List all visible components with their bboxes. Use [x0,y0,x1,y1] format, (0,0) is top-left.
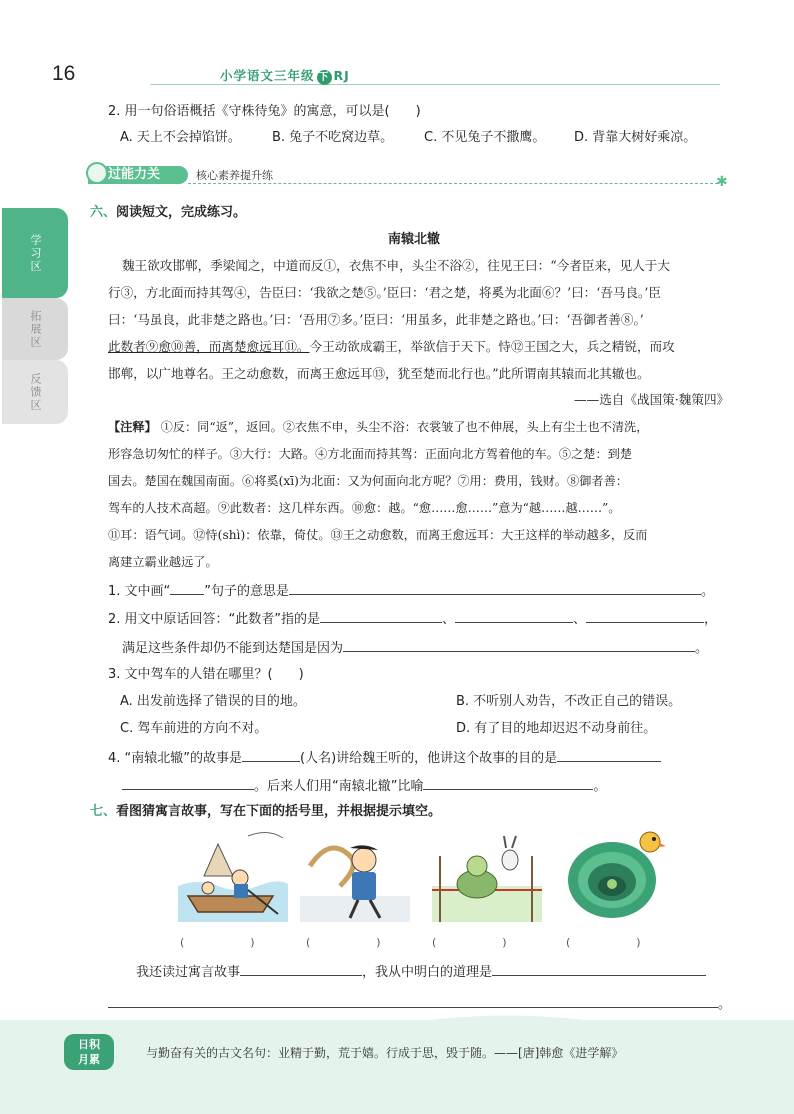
q4-line-1 [108,747,661,770]
badge-line-2: 月累 [78,1053,100,1066]
section-banner [88,162,728,190]
q2-line2-end: 。 [695,641,709,656]
section6-title: 阅读短文，完成练习。 [116,205,247,220]
notes-line-3: 国去。楚国在魏国南面。⑥将奚(xī)为北面：又为何面向北方呢？⑦用：费用，钱财。⑧御者善： [108,474,628,488]
q4-line2-end: 。 [593,779,607,794]
q2-top-option-a: A. 天上不会掉馅饼。 [120,130,241,145]
q2-top-question: 2. 用一句俗语概括《守株待兔》的寓意，可以是( ) [108,104,421,119]
section7-heading [90,801,441,823]
q2-line-2 [122,637,708,660]
q2-top-option-c: C. 不见兔子不撒鹰。 [424,130,546,145]
q4-line-2 [122,775,607,798]
footer-quote: 与勤奋有关的古文名句：业精于勤，荒于嬉。行成于思，毁于随。——[唐]韩愈《进学解》 [146,1046,624,1060]
q2-blank-3[interactable] [586,608,704,623]
q4-line2-mid: 。后来人们用“南辕北辙”比喻 [254,779,424,794]
daily-accumulation-badge [64,1034,114,1070]
q2-top-option-d: D. 背靠大树好乘凉。 [574,130,697,145]
notes-line-5: ⑪耳：语气词。⑫恃(shì)：依靠，倚仗。⑬王之动愈数，而离王愈远耳：大王这样的举动越多，反而 [108,528,648,542]
q2-blank-2[interactable] [455,608,573,623]
passage-line-4-rest: 今王动欲成霸王，举欲信于天下。恃⑫王国之大，兵之精锐，而攻 [309,339,675,354]
q1-end: 。 [701,584,715,599]
q3-question: 3. 文中驾车的人错在哪里？( ) [108,667,304,682]
mascot-icon [86,162,108,184]
story-answer-paren-4[interactable]: ( ) [566,936,641,949]
q1-answer-blank[interactable] [289,580,701,595]
boat-sword-illustration [178,826,288,922]
q1-prefix: 1. 文中画“ [108,584,171,599]
notes-text-1: ①反：同“返”，返回。②衣焦不申，头尘不浴：衣裳皱了也不伸展，头上有尘土也不清洗， [160,420,649,434]
book-title-suffix: RJ [333,68,350,83]
q3-option-b: B. 不听别人劝告，不改正自己的错误。 [456,694,682,709]
tortoise-hare-illustration [432,826,542,922]
section7-fill-end: 。 [718,997,732,1012]
q2-top-option-b: B. 兔子不吃窝边草。 [272,130,394,145]
section7-fill-line [136,961,706,984]
lesson-blank-2[interactable] [108,993,718,1008]
side-tab-study: 学习区 [2,208,68,298]
story-answer-paren-3[interactable]: ( ) [432,936,507,949]
passage-source: ——选自《战国策·魏策四》 [574,392,730,407]
q3-option-c: C. 驾车前进的方向不对。 [120,721,268,736]
q4-purpose-blank-1[interactable] [557,747,661,762]
q4-name-blank[interactable] [242,747,300,762]
q2-blank-4[interactable] [343,637,695,652]
passage-underlined-sentence: 此数者⑨愈⑩善，而离楚愈远耳⑪。 [108,339,310,354]
q2-end: ， [704,612,718,627]
footer-wave [0,1012,794,1042]
notes-label: 【注释】 [108,420,157,434]
banner-subtitle: 核心素养提升练 [196,169,273,182]
side-tab-extend: 拓展区 [2,298,68,360]
section7-fill-mid: ，我从中明白的道理是 [362,965,493,980]
q4-middle: (人名)讲给魏王听的，他讲这个故事的目的是 [300,751,558,766]
q1-mark-blank[interactable] [170,580,204,595]
q4-purpose-blank-2[interactable] [122,775,254,790]
story-answer-paren-1[interactable]: ( ) [180,936,255,949]
passage-line-3: 曰：‘马虽良，此非楚之路也。’曰：‘吾用⑦多。’臣曰：‘用虽多，此非楚之路也。’曰：‘吾御者善⑧。’ [108,312,644,327]
q3-option-d: D. 有了目的地却迟迟不动身前往。 [456,721,657,736]
banner-title: 过能力关 [88,166,188,184]
q2-sep-1: 、 [442,612,456,627]
q4-prefix: 4. “南辕北辙”的故事是 [108,751,243,766]
q2-blank-1[interactable] [320,608,442,623]
section7-fill-prefix: 我还读过寓言故事 [136,965,241,980]
page-number: 16 [52,62,76,85]
book-title-prefix: 小学语文三年级 [220,68,315,83]
notes-line-2: 形容急切匆忙的样子。③大行：大路。④方北面而持其驾：正面向北方驾着他的车。⑤之楚：到楚 [108,447,633,461]
passage-line-5: 邯郸，以广地尊名。王之动愈数，而离王愈远耳⑬，犹至楚而北行也。”此所谓南其辕而北其辙也。 [108,366,650,381]
q2-line2-text: 满足这些条件却仍不能到达楚国是因为 [122,641,344,656]
lesson-blank-1[interactable] [492,961,706,976]
passage-line-2: 行③，方北面而持其驾④，告臣曰：‘我欲之楚⑤。’臣曰：‘君之楚，将奚为北面⑥？’曰：‘吾马良。’臣 [108,285,661,300]
passage-title: 南辕北辙 [388,232,441,247]
q1-suffix: ”句子的意思是 [204,584,290,599]
badge-line-1: 日积 [78,1038,100,1051]
section7-title: 看图猜寓言故事，写在下面的括号里，并根据提示填空。 [116,804,442,819]
notes-line-6: 离建立霸业越远了。 [108,555,218,569]
story-answer-paren-2[interactable]: ( ) [306,936,381,949]
book-title [220,66,350,85]
q2-line-1 [108,608,717,631]
section7-number: 七、 [90,804,117,819]
volume-badge: 下 [318,72,330,83]
q4-meaning-blank[interactable] [423,775,593,790]
q1-line [108,580,714,603]
section6-number: 六、 [90,205,117,220]
frog-well-illustration [562,826,672,922]
q2-prefix: 2. 用文中原话回答：“此数者”指的是 [108,612,321,627]
q2-sep-2: 、 [573,612,587,627]
star-icon: ✱ [716,174,728,190]
notes-line-4: 驾车的人技术高超。⑨此数者：这几样东西。⑩愈：越。“愈……愈……”意为“越……越……”。 [108,501,621,515]
section6-heading [90,202,246,224]
passage-line-4 [108,336,675,358]
q3-option-a: A. 出发前选择了错误的目的地。 [120,694,306,709]
notes-line-1 [108,416,648,438]
passage-line-1: 魏王欲攻邯郸，季梁闻之，中道而反①，衣焦不申，头尘不浴②，往见王曰：“今者臣来，见人于大 [122,258,670,273]
dragon-painting-illustration [300,826,410,922]
side-tab-feedback: 反馈区 [2,360,68,424]
story-read-blank[interactable] [240,961,362,976]
banner-rule [188,183,718,184]
